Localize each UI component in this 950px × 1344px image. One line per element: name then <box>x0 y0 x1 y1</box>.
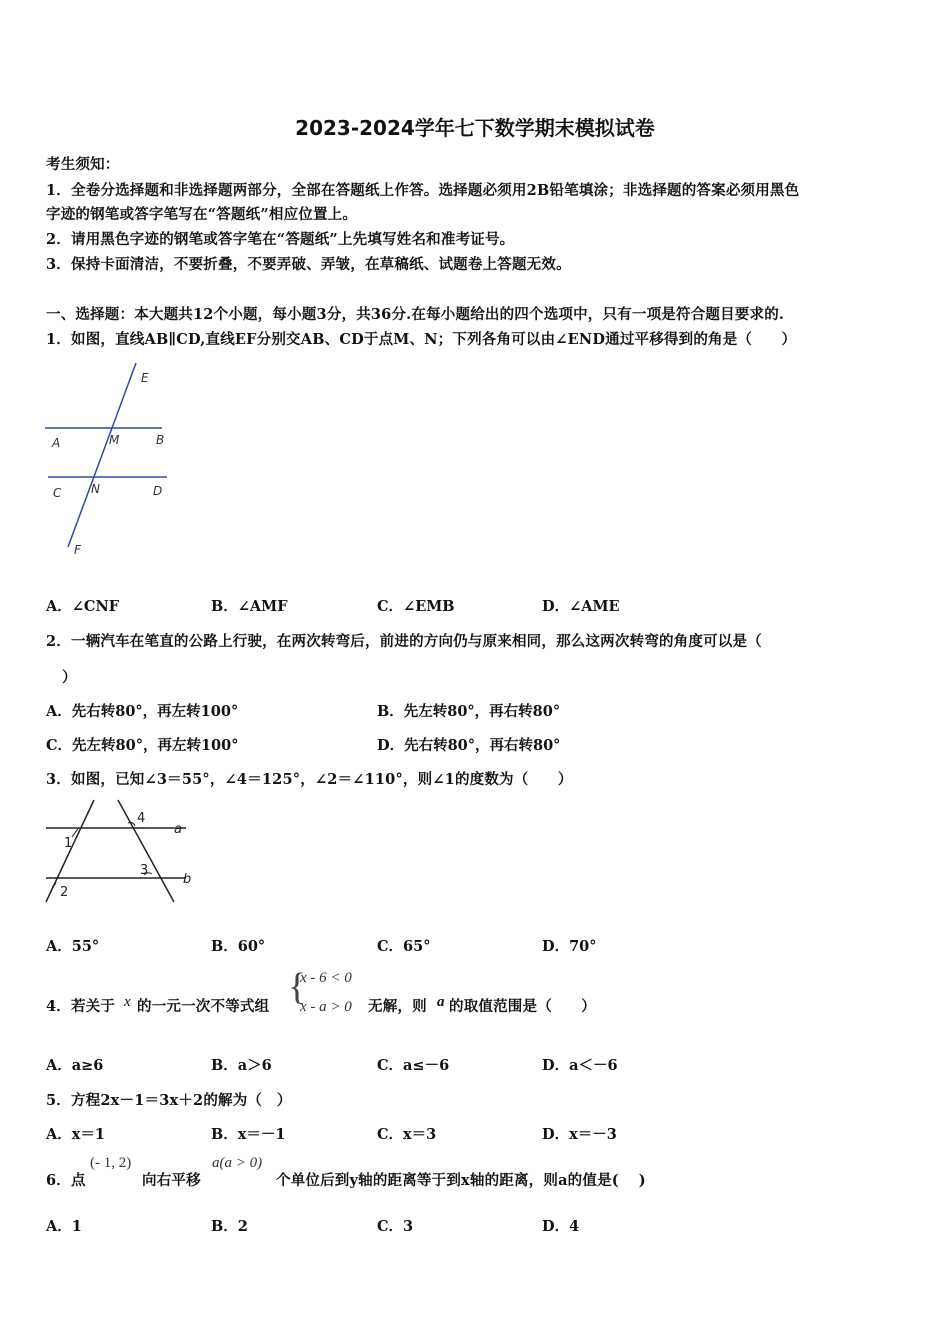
label-n: N <box>91 482 100 496</box>
q2-option-a[interactable]: A．先右转80°，再左转100° <box>46 703 239 720</box>
notice-line-4: 3．保持卡面清洁，不要折叠，不要弄破、弄皱，在草稿纸、试题卷上答题无效。 <box>46 256 571 273</box>
q1-option-b[interactable]: B．∠AMF <box>211 598 288 615</box>
q6-stem-mid: 向右平移 <box>142 1172 201 1189</box>
q5-option-c[interactable]: C．x＝3 <box>377 1126 437 1143</box>
q2-stem-end: ） <box>62 669 77 686</box>
label-a: A <box>52 436 61 450</box>
q6-point: (- 1, 2) <box>90 1155 132 1171</box>
q4-stem-post1: 无解，则 <box>368 998 427 1015</box>
notice-line-2: 字迹的钢笔或答字笔写在“答题纸”相应位置上。 <box>46 206 358 223</box>
q2-option-d[interactable]: D．先右转80°，再右转80° <box>377 737 561 754</box>
label-line-a: a <box>174 822 182 837</box>
label-line-b: b <box>183 872 192 887</box>
q4-var-a: a <box>437 994 445 1010</box>
q3-option-c[interactable]: C．65° <box>377 938 431 955</box>
label-angle-4: 4 <box>137 811 146 826</box>
q1-option-a[interactable]: A．∠CNF <box>46 598 119 615</box>
q5-option-d[interactable]: D．x＝－3 <box>542 1126 617 1143</box>
label-e: E <box>141 371 149 385</box>
q1-figure <box>40 355 180 565</box>
q6-stem-post: 个单位后到y轴的距离等于到x轴的距离，则a的值是( ) <box>276 1172 646 1189</box>
q2-stem: 2．一辆汽车在笔直的公路上行驶，在两次转弯后，前进的方向仍与原来相同，那么这两次转弯的角度可以是（ <box>46 633 762 650</box>
q4-brace: { <box>288 966 307 1008</box>
q5-option-b[interactable]: B．x＝－1 <box>211 1126 286 1143</box>
notice-line-3: 2．请用黑色字迹的钢笔或答字笔在“答题纸”上先填写姓名和准考证号。 <box>46 231 515 248</box>
q3-option-d[interactable]: D．70° <box>542 938 597 955</box>
q1-option-c[interactable]: C．∠EMB <box>377 598 455 615</box>
q4-stem-post2: 的取值范围是（ ） <box>449 998 596 1015</box>
q3-stem: 3．如图，已知∠3＝55°，∠4＝125°，∠2＝∠110°，则∠1的度数为（ ） <box>46 771 573 788</box>
label-angle-3: 3 <box>140 863 149 878</box>
q5-option-a[interactable]: A．x＝1 <box>46 1126 105 1143</box>
q1-option-d[interactable]: D．∠AME <box>542 598 620 615</box>
q2-option-c[interactable]: C．先左转80°，再左转100° <box>46 737 239 754</box>
q5-stem: 5．方程2x－1＝3x＋2的解为（ ） <box>46 1092 292 1109</box>
q4-var-x: x <box>124 994 131 1010</box>
q4-inequality-2: x - a > 0 <box>300 999 352 1015</box>
q4-stem-pre: 4．若关于 <box>46 998 116 1015</box>
q6-shift: a(a > 0) <box>212 1155 263 1171</box>
q1-stem: 1．如图，直线AB∥CD,直线EF分别交AB、CD于点M、N；下列各角可以由∠END通过平移得到的角是（ ） <box>46 331 797 348</box>
q2-option-b[interactable]: B．先左转80°，再右转80° <box>377 703 561 720</box>
q6-option-a[interactable]: A．1 <box>46 1218 82 1235</box>
q4-stem-mid: 的一元一次不等式组 <box>137 998 270 1015</box>
q3-option-b[interactable]: B．60° <box>211 938 266 955</box>
q4-option-c[interactable]: C．a≤－6 <box>377 1057 450 1074</box>
q4-inequality-1: x - 6 < 0 <box>300 970 352 986</box>
label-angle-2: 2 <box>60 885 69 900</box>
transversal-right <box>118 800 174 902</box>
label-m: M <box>109 433 120 447</box>
notice-heading: 考生须知： <box>46 156 120 173</box>
q6-option-d[interactable]: D．4 <box>542 1218 580 1235</box>
page-title: 2023-2024学年七下数学期末模拟试卷 <box>295 116 655 140</box>
q3-figure <box>40 795 200 910</box>
section-heading: 一、选择题：本大题共12个小题，每小题3分，共36分.在每小题给出的四个选项中，只有一项是符合题目要求的. <box>46 306 785 323</box>
q6-stem-pre: 6．点 <box>46 1172 86 1189</box>
q4-option-b[interactable]: B．a＞6 <box>211 1057 272 1074</box>
q6-option-c[interactable]: C．3 <box>377 1218 414 1235</box>
q4-option-a[interactable]: A．a≥6 <box>46 1057 104 1074</box>
notice-line-1: 1．全卷分选择题和非选择题两部分，全部在答题纸上作答。选择题必须用2B铅笔填涂；非选择题的答案必须用黑色 <box>46 182 800 199</box>
q3-option-a[interactable]: A．55° <box>46 938 100 955</box>
q4-option-d[interactable]: D．a＜－6 <box>542 1057 618 1074</box>
label-f: F <box>74 543 81 557</box>
q6-option-b[interactable]: B．2 <box>211 1218 248 1235</box>
line-ef <box>68 363 136 547</box>
label-d: D <box>153 484 163 498</box>
label-c: C <box>53 486 62 500</box>
label-angle-1: 1 <box>64 836 73 851</box>
label-b: B <box>156 433 165 447</box>
